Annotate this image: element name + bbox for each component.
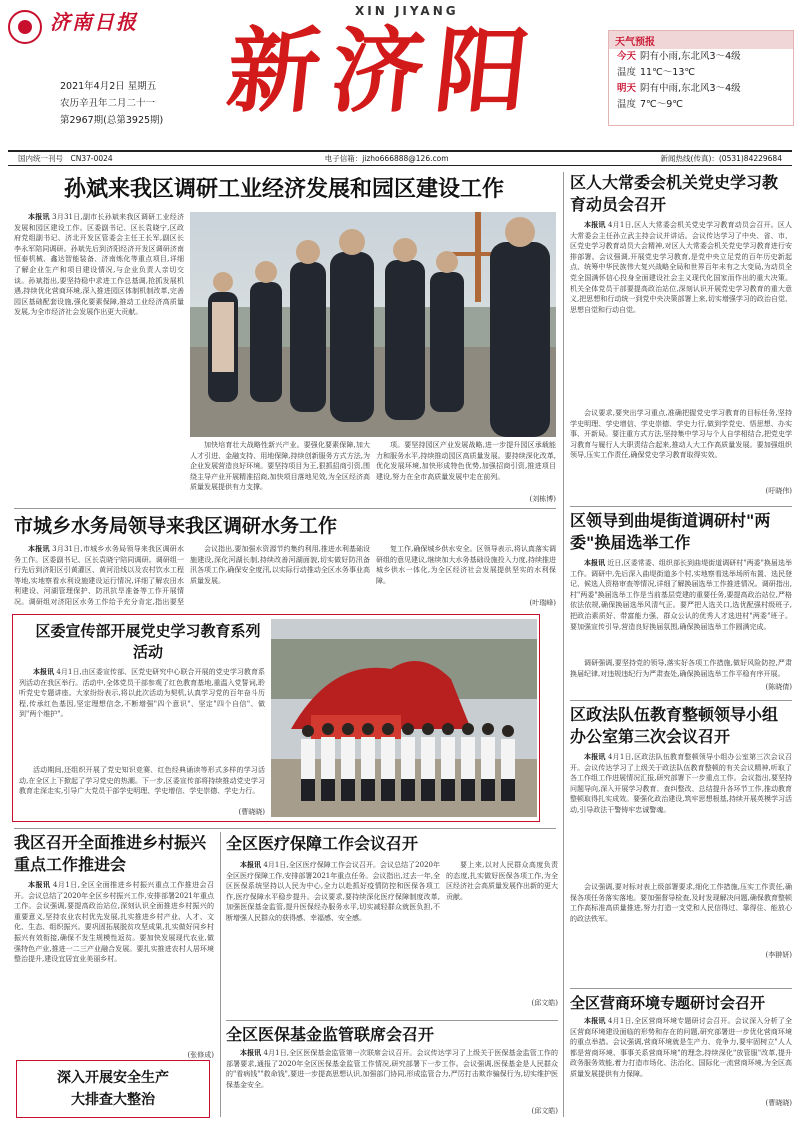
divider	[570, 700, 792, 701]
article-1-text-2: 加快培育壮大战略性新兴产业。要强化要素保障,加大人才引进、金融支持、用地保障,持续创新服务方式方法,为企业发展营造良好环境。要坚持项目为王,狠抓招商引资,围绕主导产业开展精准招商,加快项目落地见效,为全区经济高质量发展提供有力支撑。	[190, 441, 370, 492]
lunar-date: 农历辛丑年二月二十一	[60, 98, 156, 109]
promo-line-1: 深入开展安全生产	[57, 1070, 169, 1086]
article-4-photo	[271, 619, 537, 817]
divider	[226, 1020, 558, 1021]
article-4-author: (曹晓晓)	[238, 808, 265, 816]
article-1-photo	[190, 212, 556, 437]
masthead-logo: 新济阳	[222, 17, 546, 125]
article-8-text: 4月1日,全区医疗保障工作会议召开。会议总结了2020年全区医疗保障工作,安排部署2021年重点任务。会议指出,过去一年,全区医保系统坚持以人民为中心,全力以赴抓好疫情防控和医保各项工作,医疗保障水平稳步提升。会议要求,要持续深化医疗保障制度改革,加强医保基金监管,提升医保经办服务水平,切实减轻群众就医负担,不断增强人民群众的获得感、幸福感、安全感。	[226, 861, 440, 922]
article-7-title: 我区召开全面推进乡村振兴重点工作推进会	[14, 833, 207, 874]
article-9-text: 4月1日,全区医保基金监管第一次联席会议召开。会议传达学习了上级关于医保基金监管工作的部署要求,通报了2020年全区医保基金监管工作情况,研究部署下一步工作。会议强调,医保基金是人民群众的"看病钱""救命钱",要进一步提高思想认识,加强部门协同,形成监管合力,严厉打击欺诈骗保行为,切实维护医保基金安全。	[226, 1049, 558, 1089]
article-2-title: 市城乡水务局领导来我区调研水务工作	[14, 515, 338, 537]
article-1-author: (刘栋博)	[529, 495, 556, 503]
article-6-text-2: 会议强调,要对标对表上级部署要求,细化工作措施,压实工作责任,确保各项任务落实落地。要加强督导检查,及时发现解决问题,确保教育整顿工作高标准高质量推进,努力打造一支党和人民信得过、靠得住、能放心的政法铁军。	[570, 883, 792, 923]
weather-tomorrow: 明天 阴有中雨,东北风3～4级	[617, 83, 741, 94]
masthead-pinyin: XIN JIYANG	[355, 4, 459, 18]
cn-number: 国内统一刊号 CN37-0024	[18, 154, 113, 163]
divider	[14, 508, 556, 509]
hotline: 新闻热线(传真)：(0531)84229684	[660, 154, 782, 163]
article-5: 区领导到曲堤街道调研村"两委"换届选举工作 本报讯 近日,区委常委、组织部长到曲堤街道调研村"两委"换届选举工作。调研中,先后深入曲堤街道多个村,实地察看选举场所布置、选民登记、候选人资格审查等情况,详细了解换届选举工作推进情况。调研指出,村"两委"换届选举工作是当前基层党建的重要任务,要提高政治站位,严格依法依规,确保换届选举风清气正。要严把人选关口,选优配强村级班子,把政治素质好、带富能力强、群众公认的优秀人才选进村"两委"班子。要加强宣传引导,营造良好换届氛围,确保换届选举工作圆满完成。 调研强调,要坚持党的领导,落实好各项工作措施,做好风险防控,严肃换届纪律,对违规违纪行为严肃查处,确保换届选举工作平稳有序开展。 (陈晓倩)	[570, 511, 792, 691]
article-4-title: 区委宣传部开展党史学习教育系列活动	[35, 622, 261, 661]
article-1-title: 孙斌来我区调研工业经济发展和园区建设工作	[63, 176, 504, 202]
article-3-author: (吁晓伟)	[765, 487, 792, 495]
article-2-text-2: 会议指出,要加强水资源节约集约利用,推进水利基础设施建设,深化河湖长制,持续改善河湖面貌,切实做好防汛备汛各项工作,确保安全度汛,以实际行动推动全区水务事业高质量发展。	[190, 545, 370, 585]
weather-tomorrow-temp: 温度 7℃～9℃	[617, 99, 683, 110]
article-4-box: 区委宣传部开展党史学习教育系列活动 本报讯 4月1日,由区委宣传部、区党史研究中心联合开展的党史学习教育系列活动在我区举行。活动中,全体党员干部参观了红色教育基地,重温入党誓词,聆听党史专题讲座。大家纷纷表示,将以此次活动为契机,认真学习党的百年奋斗历程,传承红色基因,坚定理想信念,不断增强"四个意识"、坚定"四个自信"、做到"两个维护"。 活动期间,还组织开展了党史知识竞赛、红色经典诵读等形式多样的学习活动,在全区上下掀起了学习党史的热潮。下一步,区委宣传部将持续推动党史学习教育走深走实,引导广大党员干部学史明理、学史增信、学史崇德、学史力行。 (曹晓晓)	[12, 614, 540, 822]
parent-paper-logo: 济南日报	[50, 10, 138, 34]
article-9: 全区医保基金监管联席会召开 本报讯 4月1日,全区医保基金监管第一次联席会议召开。会议传达学习了上级关于医保基金监管工作的部署要求,通报了2020年全区医保基金监管工作情况,研究部署下一步工作。会议强调,医保基金是人民群众的"看病钱""救命钱",要进一步提高思想认识,加强部门协同,形成监管合力,严厉打击欺诈骗保行为,切实维护医保基金安全。 (邱文皓)	[226, 1025, 558, 1115]
article-6-text: 4月1日,区政法队伍教育整顿领导小组办公室第三次会议召开。会议传达学习了上级关于政法队伍教育整顿的有关会议精神,听取了各工作组工作进展情况汇报,研究部署下一步重点工作。会议指出,要坚持问题导向,深入开展学习教育、查纠整改、总结提升各环节工作,推动教育整顿取得扎实成效。要强化政治建设,筑牢思想根基,持续开展英模学习活动,引导政法干警铸牢忠诚警魂。	[570, 753, 792, 814]
promo-line-2: 大排查大整治	[71, 1092, 155, 1108]
divider	[570, 988, 792, 989]
date-block	[60, 78, 200, 129]
article-9-author: (邱文皓)	[531, 1107, 558, 1115]
article-3-title: 区人大常委会机关党史学习教育动员会召开	[570, 173, 779, 214]
weather-today-temp: 温度 11℃～13℃	[617, 67, 696, 78]
newspaper-seal-icon	[8, 10, 42, 44]
article-10: 全区营商环境专题研讨会召开 本报讯 4月1日,全区营商环境专题研讨会召开。会议深入分析了全区营商环境建设面临的形势和存在的问题,研究部署进一步优化营商环境的重点举措。会议强调,营商环境就是生产力、竞争力,要牢固树立"人人都是营商环境、事事关系营商环境"的理念,持续深化"放管服"改革,提升政务服务效能,着力打造市场化、法治化、国际化一流营商环境,为全区高质量发展提供有力保障。 (曹晓晓)	[570, 994, 792, 1107]
article-10-author: (曹晓晓)	[765, 1099, 792, 1107]
article-1-headline-box	[14, 172, 554, 212]
email: 电子信箱：jizho666888@126.com	[324, 154, 449, 163]
article-1-col2	[190, 440, 370, 504]
article-1-text-3: 项。要坚持园区产业发展战略,进一步提升园区承载能力和服务水平,持续推动园区高质量发展。要持续深化改革,优化发展环境,加快形成特色优势,加强招商引资,推进项目建设,努力在全市高质量发展中走在前列。	[376, 441, 556, 481]
article-6-title: 区政法队伍教育整顿领导小组办公室第三次会议召开	[570, 705, 779, 746]
article-8: 全区医疗保障工作会议召开 本报讯 4月1日,全区医疗保障工作会议召开。会议总结了2020年全区医疗保障工作,安排部署2021年重点任务。会议指出,过去一年,全区医保系统坚持以人民为中心,全力以赴抓好疫情防控和医保各项工作,医疗保障水平稳步提升。会议要求,要持续深化医疗保障制度改革,加强医保基金监管,提升医保经办服务水平,切实减轻群众就医负担,不断增强人民群众的获得感、幸福感、安全感。 要上来,以对人民群众高度负责的态度,扎实做好医保各项工作,为全区经济社会高质量发展作出新的更大贡献。 (邱文皓)	[226, 834, 558, 1007]
article-6: 区政法队伍教育整顿领导小组办公室第三次会议召开 本报讯 4月1日,区政法队伍教育整顿领导小组办公室第三次会议召开。会议传达学习了上级关于政法队伍教育整顿的有关会议精神,听取了各工作组工作进展情况汇报,研究部署下一步重点工作。会议指出,要坚持问题导向,深入开展学习教育、查纠整改、总结提升各环节工作,推动教育整顿取得扎实成效。要强化政治建设,筑牢思想根基,持续开展英模学习活动,引导政法干警铸牢忠诚警魂。 会议强调,要对标对表上级部署要求,细化工作措施,压实工作责任,确保各项任务落实落地。要加强督导检查,及时发现解决问题,确保教育整顿工作高标准高质量推进,努力打造一支党和人民信得过、靠得住、能放心的政法铁军。 (李翀妍)	[570, 705, 792, 959]
article-3-text-2: 会议要求,要突出学习重点,准确把握党史学习教育的目标任务,坚持学史明理、学史增信、学史崇德、学史力行,做到学党史、悟思想、办实事、开新局。要注重方式方法,坚持集中学习与个人自学相结合,把党史学习教育与履行人大职责结合起来,推动人大工作高质量发展。要加强组织领导,压实工作责任,确保党史学习教育取得实效。	[570, 409, 792, 460]
divider	[14, 828, 556, 829]
article-7: 我区召开全面推进乡村振兴重点工作推进会 本报讯 4月1日,全区全面推进乡村振兴重点工作推进会召开。会议总结了2020年全区乡村振兴工作,安排部署2021年重点工作。会议强调,要提高政治站位,深刻认识全面推进乡村振兴的重要意义,坚持农业农村优先发展,扎实推进乡村产业、人才、文化、生态、组织振兴。要巩固拓展脱贫攻坚成果,扎实做好同乡村振兴有效衔接,确保不发生规模性返贫。要加快发展现代农业,做强特色产业,推进一二三产业融合发展。要扎实推进农村人居环境整治提升,建设宜居宜业美丽乡村。 (张修成)	[14, 833, 214, 1059]
article-9-title: 全区医保基金监管联席会召开	[226, 1025, 435, 1044]
article-8-title: 全区医疗保障工作会议召开	[226, 834, 419, 853]
article-2-col2	[190, 544, 370, 608]
article-5-text-2: 调研强调,要坚持党的领导,落实好各项工作措施,做好风险防控,严肃换届纪律,对违规违纪行为严肃查处,确保换届选举工作平稳有序开展。	[570, 659, 792, 678]
article-2-col1: 本报讯 3月31日,市城乡水务局领导来我区调研水务工作。区委副书记、区长袁晓宁陪同调研。调研组一行先后到济阳区引黄灌区、黄河沿线以及农村饮水工程等地,实地察看水利设施建设运行情况,详细了解农田水利建设、河湖管理保护、防汛抗旱准备等工作开展情况。调研组对济阳区水务工作给予充分肯定,指出要坚	[14, 544, 184, 608]
article-7-text: 4月1日,全区全面推进乡村振兴重点工作推进会召开。会议总结了2020年全区乡村振兴工作,安排部署2021年重点工作。会议强调,要提高政治站位,深刻认识全面推进乡村振兴的重要意义,坚持农业农村优先发展,扎实推进乡村产业、人才、文化、生态、组织振兴。要巩固拓展脱贫攻坚成果,扎实做好同乡村振兴有效衔接,确保不发生规模性返贫。要加快发展现代农业,做强特色产业,推进一二三产业融合发展。要扎实推进农村人居环境整治提升,建设宜居宜业美丽乡村。	[14, 881, 214, 964]
article-5-author: (陈晓倩)	[765, 683, 792, 691]
info-bar	[8, 150, 792, 166]
article-8-text-2: 要上来,以对人民群众高度负责的态度,扎实做好医保各项工作,为全区经济社会高质量发展作出新的更大贡献。	[446, 861, 558, 901]
weather-today: 今天 阴有小雨,东北风3～4级	[617, 51, 741, 62]
article-1-col3	[376, 440, 556, 504]
article-5-title: 区领导到曲堤街道调研村"两委"换届选举工作	[570, 511, 771, 552]
weather-box	[608, 30, 794, 126]
article-10-text: 4月1日,全区营商环境专题研讨会召开。会议深入分析了全区营商环境建设面临的形势和存在的问题,研究部署进一步优化营商环境的重点举措。会议强调,营商环境就是生产力、竞争力,要牢固树立"人人都是营商环境、事事关系营商环境"的理念,持续深化"放管服"改革,提升政务服务效能,着力打造市场化、法治化、国际化一流营商环境,为全区高质量发展提供有力保障。	[570, 1017, 792, 1078]
publication-date: 2021年4月2日 星期五	[60, 81, 157, 92]
masthead	[0, 0, 800, 140]
article-3: 区人大常委会机关党史学习教育动员会召开 本报讯 4月1日,区人大常委会机关党史学习教育动员会召开。区人大常委会主任孙立武主持会议并讲话。会议传达学习了中央、省、市、区党史学习教育动员大会精神,对区人大常委会机关党史学习教育进行安排部署。会议强调,开展党史学习教育,是党中央立足党的百年历史新起点、统筹中华民族伟大复兴战略全局和世界百年未有之大变局,为动员全党全国满怀信心投身全面建设社会主义现代化国家而作出的重大决策。机关全体党员干部要提高政治站位,深刻认识开展党史学习教育的重大意义,把思想和行动统一到党中央决策部署上来,切实增强学习的政治自觉、思想自觉和行动自觉。 会议要求,要突出学习重点,准确把握党史学习教育的目标任务,坚持学史明理、学史增信、学史崇德、学史力行,做到学党史、悟思想、办实事、开新局。要注重方式方法,坚持集中学习与个人自学相结合,把党史学习教育与履行人大职责结合起来,推动人大工作高质量发展。要加强组织领导,压实工作责任,确保党史学习教育取得实效。 (吁晓伟)	[570, 173, 792, 495]
article-4-text-2: 活动期间,还组织开展了党史知识竞赛、红色经典诵读等形式多样的学习活动,在全区上下掀起了学习党史的热潮。下一步,区委宣传部将持续推动党史学习教育走深走实,引导广大党员干部学史明理、学史增信、学史崇德、学史力行。	[19, 766, 265, 796]
article-5-text: 近日,区委常委、组织部长到曲堤街道调研村"两委"换届选举工作。调研中,先后深入曲堤街道多个村,实地察看选举场所布置、选民登记、候选人资格审查等情况,详细了解换届选举工作推进情况。调研指出,村"两委"换届选举工作是当前基层党建的重要任务,要提高政治站位,严格依法依规,确保换届选举风清气正。要严把人选关口,选优配强村级班子,把政治素质好、带富能力强、群众公认的优秀人才选进村"两委"班子。要加强宣传引导,营造良好换届氛围,确保换届选举工作圆满完成。	[570, 559, 792, 631]
article-2-col3	[376, 544, 556, 608]
article-2-headline-box	[14, 512, 554, 542]
divider	[570, 506, 792, 507]
promo-box	[16, 1060, 210, 1118]
article-7-author: (张修成)	[187, 1051, 214, 1059]
article-8-author: (邱文皓)	[531, 999, 558, 1007]
article-2-text-3: 复工作,确保城乡供水安全。区领导表示,将认真落实调研组的意见建议,继续加大水务基础设施投入力度,持续推进城乡供水一体化,为全区经济社会发展提供坚实的水利保障。	[376, 545, 556, 585]
column-divider	[563, 172, 564, 1117]
issue-number: 第2967期(总第3925期)	[60, 115, 164, 126]
weather-title: 天气预报	[609, 31, 793, 49]
article-6-author: (李翀妍)	[765, 951, 792, 959]
article-2-author: (叶瑞峰)	[529, 599, 556, 607]
article-3-text: 4月1日,区人大常委会机关党史学习教育动员会召开。区人大常委会主任孙立武主持会议并讲话。会议传达学习了中央、省、市、区党史学习教育动员大会精神,对区人大常委会机关党史学习教育进行安排部署。会议强调,开展党史学习教育,是党中央立足党的百年历史新起点、统筹中华民族伟大复兴战略全局和世界百年未有之大变局,为动员全党全国满怀信心投身全面建设社会主义现代化国家而作出的重大决策。机关全体党员干部要提高政治站位,深刻认识开展党史学习教育的重大意义,把思想和行动统一到党中央决策部署上来,切实增强学习的政治自觉、思想自觉和行动自觉。	[570, 221, 792, 314]
article-2-text: 3月31日,市城乡水务局领导来我区调研水务工作。区委副书记、区长袁晓宁陪同调研。调研组一行先后到济阳区引黄灌区、黄河沿线以及农村饮水工程等地,实地察看水利设施建设运行情况,详细了解农田水利建设、河湖管理保护、防汛抗旱准备等工作开展情况。调研组对济阳区水务工作给予充分肯定,指出要坚	[14, 545, 184, 606]
article-10-title: 全区营商环境专题研讨会召开	[570, 994, 766, 1012]
divider	[220, 832, 221, 1117]
article-1-text: 3月31日,副市长孙斌来我区调研工业经济发展和园区建设工作。区委副书记、区长袁晓宁,区政府党组副书记、济北开发区管委会主任王长军,副区长李永军陪同调研。孙斌先后到济阳经济开发区调研济南恒泰机械、鑫达智能装备、济南炼化等重点项目,详细了解企业生产和项目建设情况,与企业负责人亲切交谈。孙斌指出,要坚持稳中求进工作总基调,抢抓发展机遇,持续优化营商环境,深入推进园区体制机制改革,完善园区基础配套设施,强化要素保障,推动工业经济高质量发展,为全市经济社会发展作出更大贡献。	[14, 213, 184, 317]
article-1-body: 本报讯 3月31日,副市长孙斌来我区调研工业经济发展和园区建设工作。区委副书记、区长袁晓宁,区政府党组副书记、济北开发区管委会主任王长军,副区长李永军陪同调研。孙斌先后到济阳经济开发区调研济南恒泰机械、鑫达智能装备、济南炼化等重点项目,详细了解企业生产和项目建设情况,与企业负责人亲切交谈。孙斌指出,要坚持稳中求进工作总基调,抢抓发展机遇,持续优化营商环境,深入推进园区体制机制改革,完善园区基础配套设施,强化要素保障,推动工业经济高质量发展,为全市经济社会发展作出更大贡献。	[14, 212, 184, 317]
article-4-text: 4月1日,由区委宣传部、区党史研究中心联合开展的党史学习教育系列活动在我区举行。活动中,全体党员干部参观了红色教育基地,重温入党誓词,聆听党史专题讲座。大家纷纷表示,将以此次活动为契机,认真学习党的百年奋斗历程,传承红色基因,坚定理想信念,不断增强"四个意识"、坚定"四个自信"、做到"两个维护"。	[19, 668, 265, 719]
